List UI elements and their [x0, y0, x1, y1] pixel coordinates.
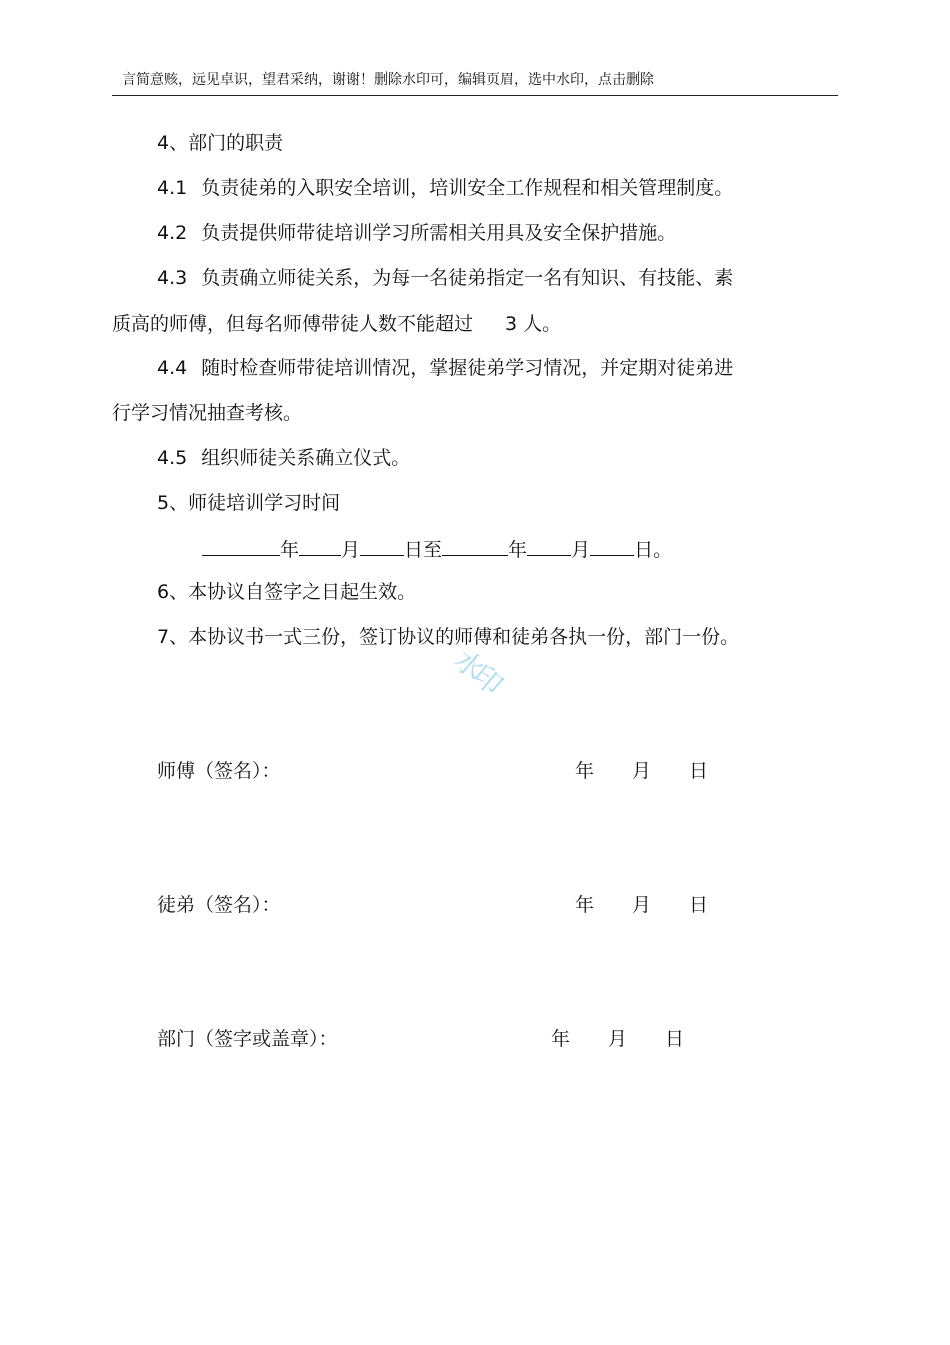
header-divider [112, 95, 838, 96]
watermark[interactable]: 水印 [448, 643, 507, 700]
department-year: 年 [551, 1028, 571, 1050]
section-4-title: 4、部门的职责 [157, 132, 284, 154]
item-4-5 [157, 446, 410, 470]
training-period [202, 537, 672, 562]
start-month-blank[interactable] [299, 537, 341, 556]
department-signature-date [551, 1027, 684, 1051]
item-4-4-number: 4.4 [157, 357, 188, 379]
apprentice-month: 月 [632, 894, 652, 916]
item-4-3 [157, 266, 733, 290]
end-month-blank[interactable] [527, 537, 571, 556]
master-signature-date [575, 759, 708, 783]
end-day-label: 日。 [634, 539, 673, 561]
item-4-5-number: 4.5 [157, 447, 188, 469]
department-day: 日 [665, 1028, 685, 1050]
item-4-4-text: 随时检查师带徒培训情况，掌握徒弟学习情况，并定期对徒弟进 [201, 357, 734, 379]
item-4-3-text: 负责确立师徒关系，为每一名徒弟指定一名有知识、有技能、素 [201, 267, 734, 289]
item-4-3-unit: 人。 [523, 313, 562, 335]
department-signature-label: 部门（签字或盖章）： [157, 1028, 338, 1050]
end-year-blank[interactable] [442, 537, 508, 556]
item-4-4-continuation: 行学习情况抽查考核。 [112, 402, 303, 424]
item-4-1-text: 负责徒弟的入职安全培训，培训安全工作规程和相关管理制度。 [201, 177, 734, 199]
item-4-3-count: 3 [505, 313, 518, 335]
end-day-blank[interactable] [590, 537, 634, 556]
item-4-3-continuation [112, 312, 561, 336]
apprentice-year: 年 [575, 894, 595, 916]
master-day: 日 [689, 760, 709, 782]
start-year-blank[interactable] [202, 537, 280, 556]
start-day-blank[interactable] [360, 537, 404, 556]
item-4-2 [157, 221, 676, 245]
department-month: 月 [608, 1028, 628, 1050]
apprentice-signature-label: 徒弟（签名）： [157, 894, 281, 916]
item-4-2-number: 4.2 [157, 222, 188, 244]
start-year-label: 年 [280, 539, 300, 561]
master-month: 月 [632, 760, 652, 782]
end-year-label: 年 [508, 539, 528, 561]
item-4-1-number: 4.1 [157, 177, 188, 199]
page-header: 言简意赅，远见卓识，望君采纳，谢谢！删除水印可，编辑页眉，选中水印，点击删除 [122, 72, 654, 88]
master-year: 年 [575, 760, 595, 782]
item-4-3-cont-text: 质高的师傅，但每名师傅带徒人数不能超过 [112, 313, 474, 335]
item-4-1 [157, 176, 733, 200]
start-month-label: 月 [341, 539, 361, 561]
section-7: 7、本协议书一式三份，签订协议的师傅和徒弟各执一份，部门一份。 [157, 626, 740, 648]
start-day-label: 日至 [404, 539, 443, 561]
section-5-title: 5、师徒培训学习时间 [157, 492, 341, 514]
item-4-3-number: 4.3 [157, 267, 188, 289]
item-4-2-text: 负责提供师带徒培训学习所需相关用具及安全保护措施。 [201, 222, 677, 244]
end-month-label: 月 [571, 539, 591, 561]
apprentice-signature-date [575, 893, 708, 917]
section-6: 6、本协议自签字之日起生效。 [157, 581, 417, 603]
item-4-5-text: 组织师徒关系确立仪式。 [201, 447, 411, 469]
item-4-4 [157, 356, 733, 380]
apprentice-day: 日 [689, 894, 709, 916]
master-signature-label: 师傅（签名）： [157, 760, 281, 782]
